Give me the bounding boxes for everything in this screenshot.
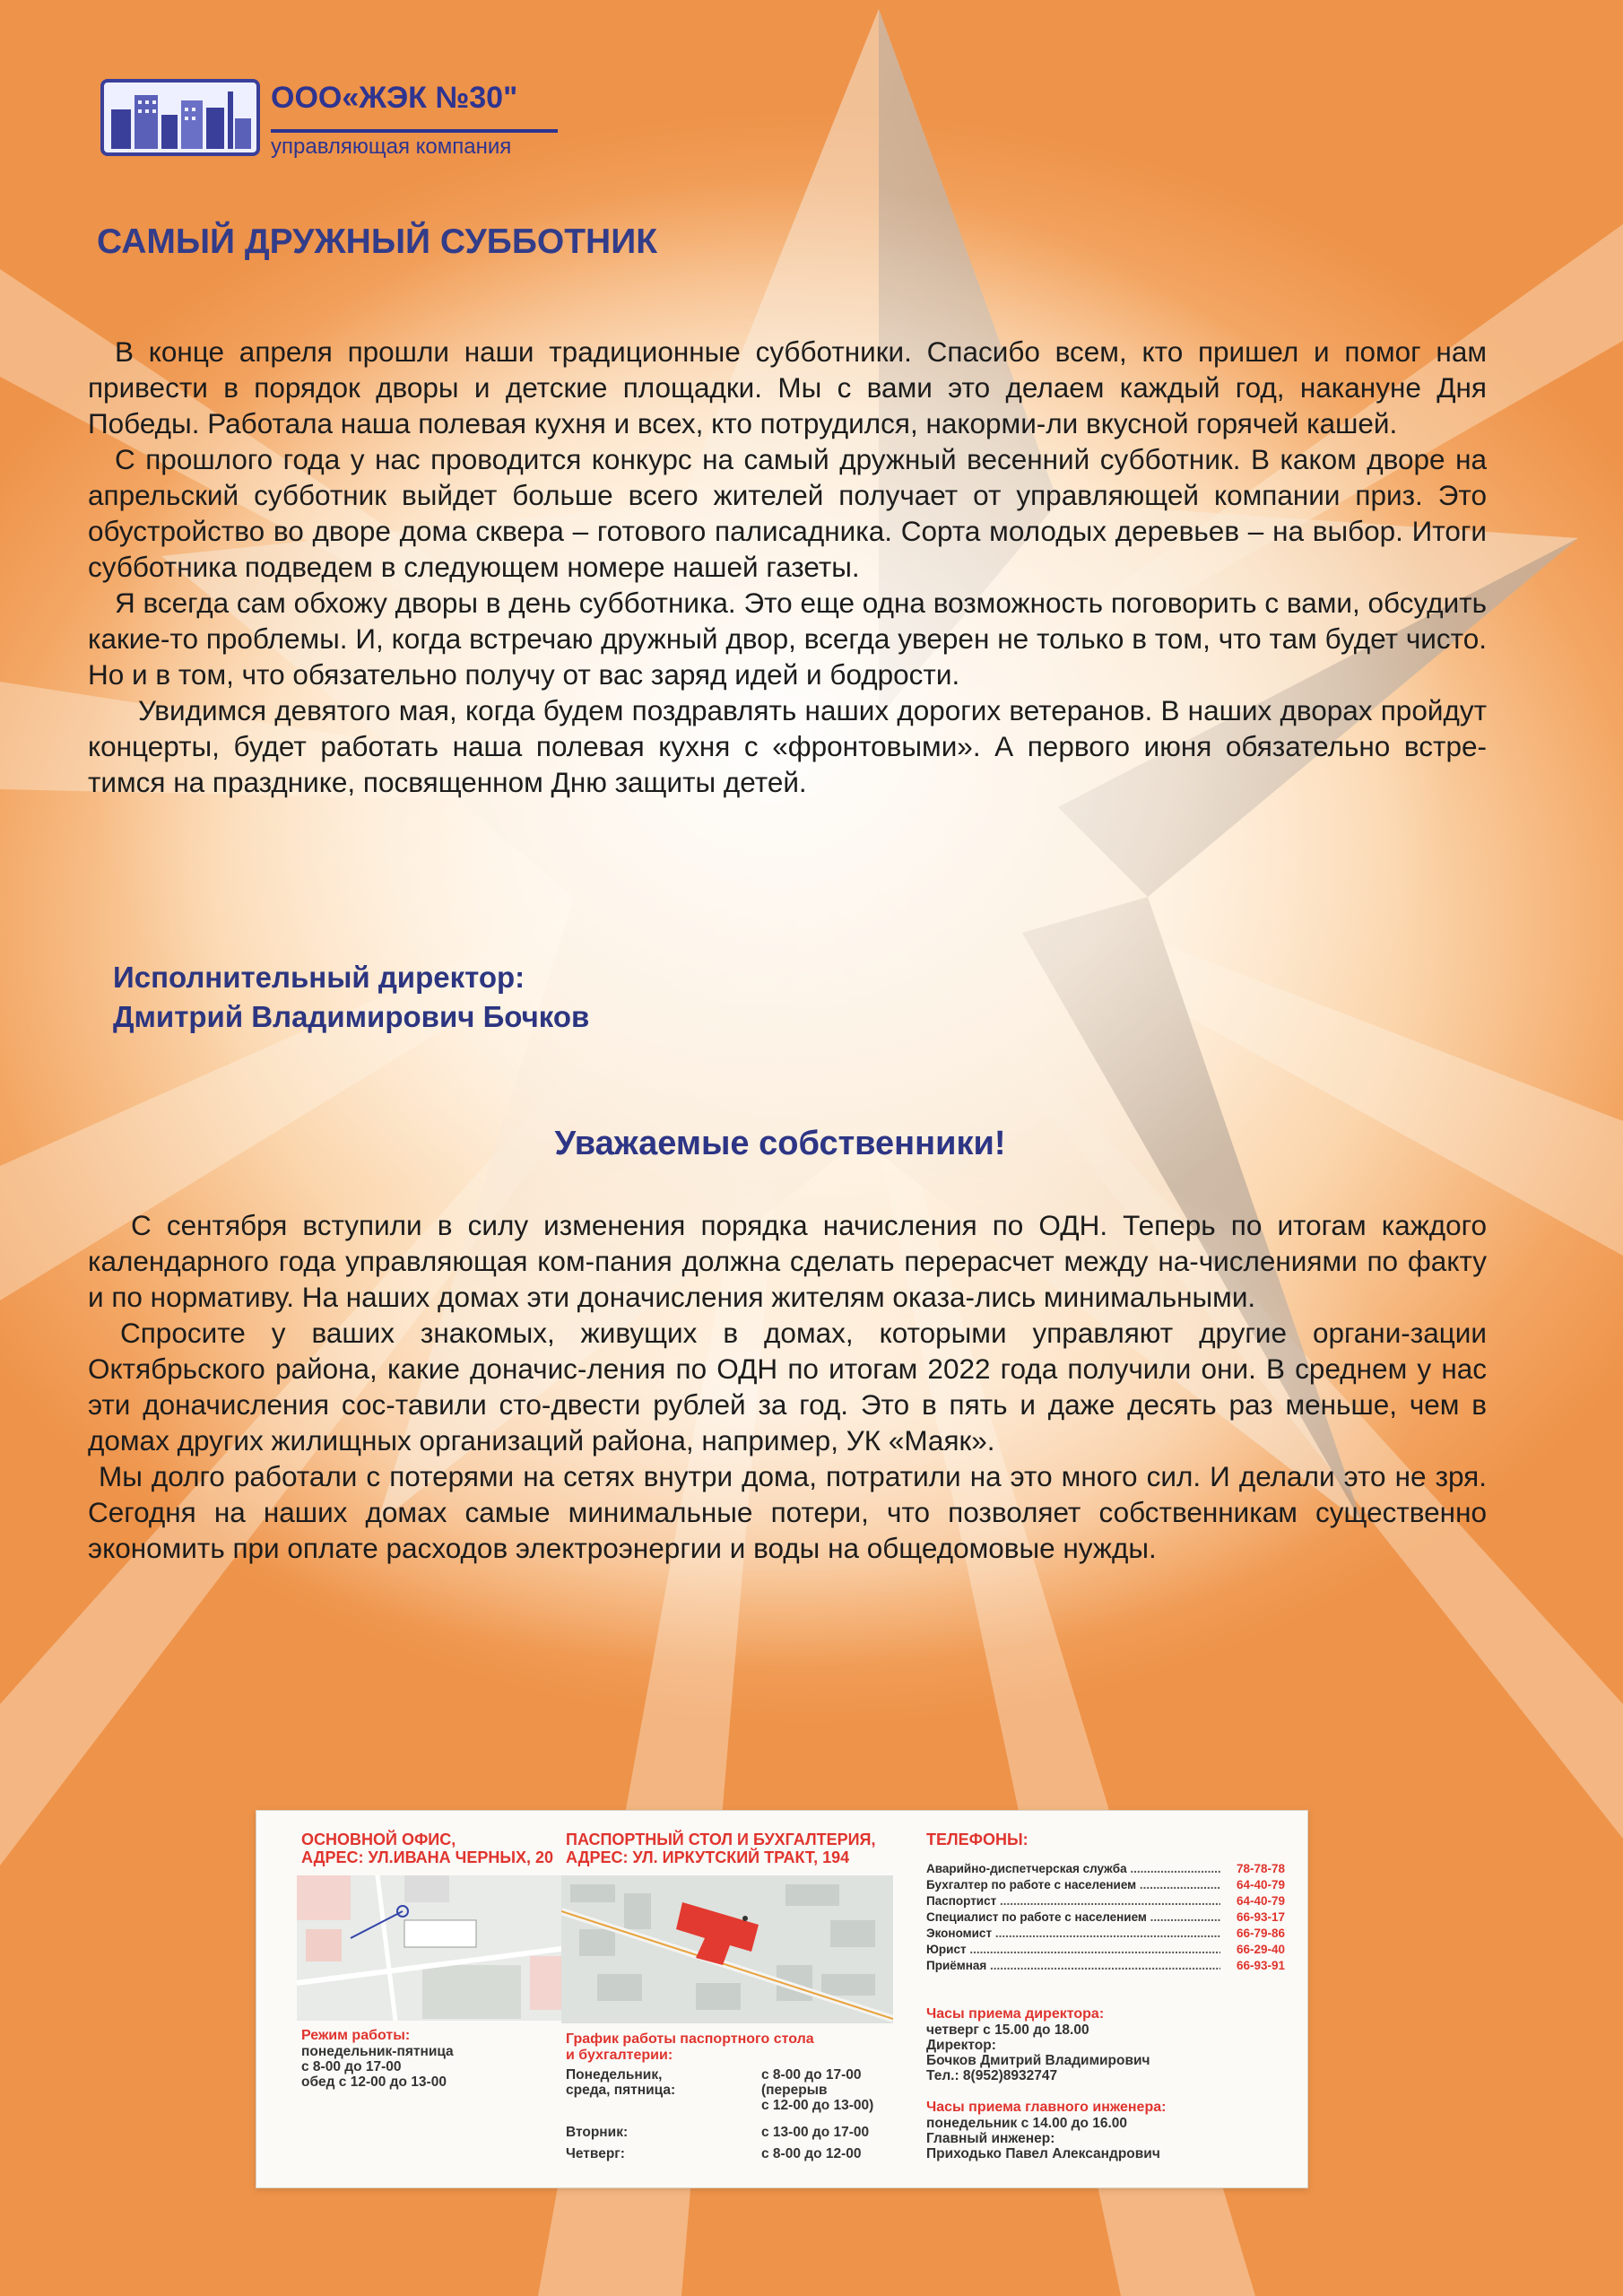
main-office-address: АДРЕС: УЛ.ИВАНА ЧЕРНЫХ, 20 [301,1848,553,1866]
hours-line: с 8-00 до 17-00 [301,2059,402,2074]
schedule-time-label: (перерыв [761,2083,828,2098]
schedule-title-line: и бухгалтерии: [566,2048,673,2063]
logo-company-name: ООО«ЖЭК №30" [271,81,518,115]
article-paragraph: Увидимся девятого мая, когда будем поздравлять наших дорогих ветеранов. В наших дворах пройдут концерты, будет работать наша полевая кухня с «фронтовыми». А первого июня обязательно встре-тимся на празднике, посвященном Дню защиты детей. [88,694,1487,798]
schedule-day-label: Вторник: [566,2125,629,2140]
article-paragraph: С прошлого года у нас проводится конкурс на самый дружный весенний субботник. В каком дворе на апрельский субботник выйдет больше всего жителей получает от управляющей компании приз. Это обустройство во дворе дома сквера – готового палисадника. Сорта молодых деревьев – на выбор. Итоги субботника подведем в следующем номере нашей газеты. [88,443,1487,583]
signature [113,958,589,1037]
schedule-time-label: с 13-00 до 17-00 [761,2125,870,2140]
phone-name: Приёмная ..... [926,1958,1220,1974]
phones-title: ТЕЛЕФОНЫ: [926,1831,1028,1848]
schedule-day [566,2067,675,2098]
phone-name: Бухгалтер по работе с населением ..... [926,1877,1220,1893]
director-phone: Тел.: 8(952)8932747 [926,2068,1058,2083]
phone-number: 66-93-17 [1236,1910,1285,1924]
passport-office-title: ПАСПОРТНЫЙ СТОЛ И БУХГАЛТЕРИЯ, [566,1831,876,1848]
phone-list [926,1861,1285,1974]
engineer-hours: понедельник с 14.00 до 16.00 [926,2116,1128,2131]
director-name: Бочков Дмитрий Владимирович [926,2053,1150,2068]
engineer-info [926,2116,1160,2161]
phone-row [926,1926,1285,1942]
signature-role: Исполнительный директор: [113,961,525,994]
schedule-time [761,2067,873,2113]
director-hours-title: Часы приема директора: [926,2006,1105,2022]
main-office-hours [301,2044,454,2090]
main-office-title: ОСНОВНОЙ ОФИС, [301,1831,456,1848]
phone-name: Юрист ..... [926,1942,1220,1958]
article-paragraph: Я всегда сам обхожу дворы в день субботника. Это еще одна возможность поговорить с вами, обсудить какие-то проблемы. И, когда встречаю дружный двор, всегда уверен не только в том, что там будет чисто. Но и в том, что обязательно получу от вас заряд идей и бодрости. [88,587,1487,691]
director-info [926,2022,1150,2083]
phone-row [926,1958,1285,1974]
phone-row [926,1877,1285,1893]
article-paragraph: Спросите у ваших знакомых, живущих в домах, которыми управляют другие органи-зации Октябрьского района, какие доначис-ления по ОДН по итогам 2022 года получили они. В среднем у нас эти доначисления сос-тавили сто-двести рублей за год. Это в пять и даже десять раз меньше, чем в домах других жилищных организаций района, например, УК «Маяк». [88,1317,1487,1457]
phone-name: Экономист ..... [926,1926,1220,1942]
schedule-day-label: среда, пятница: [566,2083,676,2098]
passport-office-address: АДРЕС: УЛ. ИРКУТСКИЙ ТРАКТ, 194 [566,1848,850,1866]
phone-row [926,1909,1285,1926]
schedule-day-label: Понедельник, [566,2067,663,2083]
phone-name: Паспортист ..... [926,1893,1220,1909]
phone-number: 64-40-79 [1236,1894,1285,1908]
schedule-title-line: График работы паспортного стола [566,2031,814,2047]
director-hours: четверг с 15.00 до 18.00 [926,2022,1089,2038]
article-paragraph: Мы долго работали с потерями на сетях внутри дома, потратили на это много сил. И делали это не зря. Сегодня на наших домах самые минимальные потери, что позволяет собственникам существенно экономить при оплате расходов электроэнергии и воды на общедомовые нужды. [88,1460,1487,1564]
phone-number: 66-29-40 [1236,1943,1285,1956]
phone-number: 64-40-79 [1236,1878,1285,1892]
phones-block [926,1831,1285,1848]
second-article-title: Уважаемые собственники! [554,1125,1006,1162]
main-office-hours-title: Режим работы: [301,2028,411,2043]
article-title: САМЫЙ ДРУЖНЫЙ СУББОТНИК [97,222,658,261]
main-office-map [297,1875,575,2021]
article-paragraph: В конце апреля прошли наши традиционные субботники. Спасибо всем, кто пришел и помог нам привести в порядок дворы и детские площадки. Мы с вами это делаем каждый год, накануне Дня Победы. Работала наша полевая кухня и всех, кто потрудился, накорми-ли вкусной горячей кашей. [88,335,1487,439]
second-article-body [88,1207,1487,1566]
article-paragraph: С сентября вступили в силу изменения порядка начисления по ОДН. Теперь по итогам каждого календарного года управляющая ком-пания должна сделать перерасчет между на-числениями по факту и по нормативу. На наших домах эти доначисления жителям оказа-лись минимальными. [88,1209,1487,1313]
phone-row [926,1861,1285,1877]
passport-schedule-title [566,2031,814,2064]
buildings-icon [100,79,260,156]
engineer-label: Главный инженер: [926,2131,1055,2146]
schedule-time-label: с 8-00 до 12-00 [761,2146,862,2161]
engineer-hours-title: Часы приема главного инженера: [926,2100,1167,2115]
phone-row [926,1893,1285,1909]
main-office-block [301,1831,570,1866]
passport-office-map [561,1875,893,2023]
signature-name: Дмитрий Владимирович Бочков [113,1000,590,1033]
logo-subtitle: управляющая компания [271,129,558,160]
contact-info-card [256,1810,1308,2188]
phone-name: Аварийно-диспетчерская служба ..... [926,1861,1220,1877]
schedule-time-label: с 8-00 до 17-00 [761,2067,862,2083]
phone-row [926,1942,1285,1958]
company-logo [100,79,567,165]
schedule-day-label: Четверг: [566,2146,625,2161]
phone-number: 66-93-91 [1236,1959,1285,1972]
article-body [88,334,1487,800]
phone-number: 66-79-86 [1236,1926,1285,1940]
phone-number: 78-78-78 [1236,1862,1285,1875]
engineer-name: Приходько Павел Александрович [926,2146,1160,2161]
hours-line: обед с 12-00 до 13-00 [301,2074,447,2090]
phone-name: Специалист по работе с населением ..... [926,1909,1220,1926]
schedule-time-label: с 12-00 до 13-00) [761,2098,874,2113]
passport-office-block [566,1831,898,1866]
director-label: Директор: [926,2038,996,2053]
hours-line: понедельник-пятница [301,2044,454,2059]
